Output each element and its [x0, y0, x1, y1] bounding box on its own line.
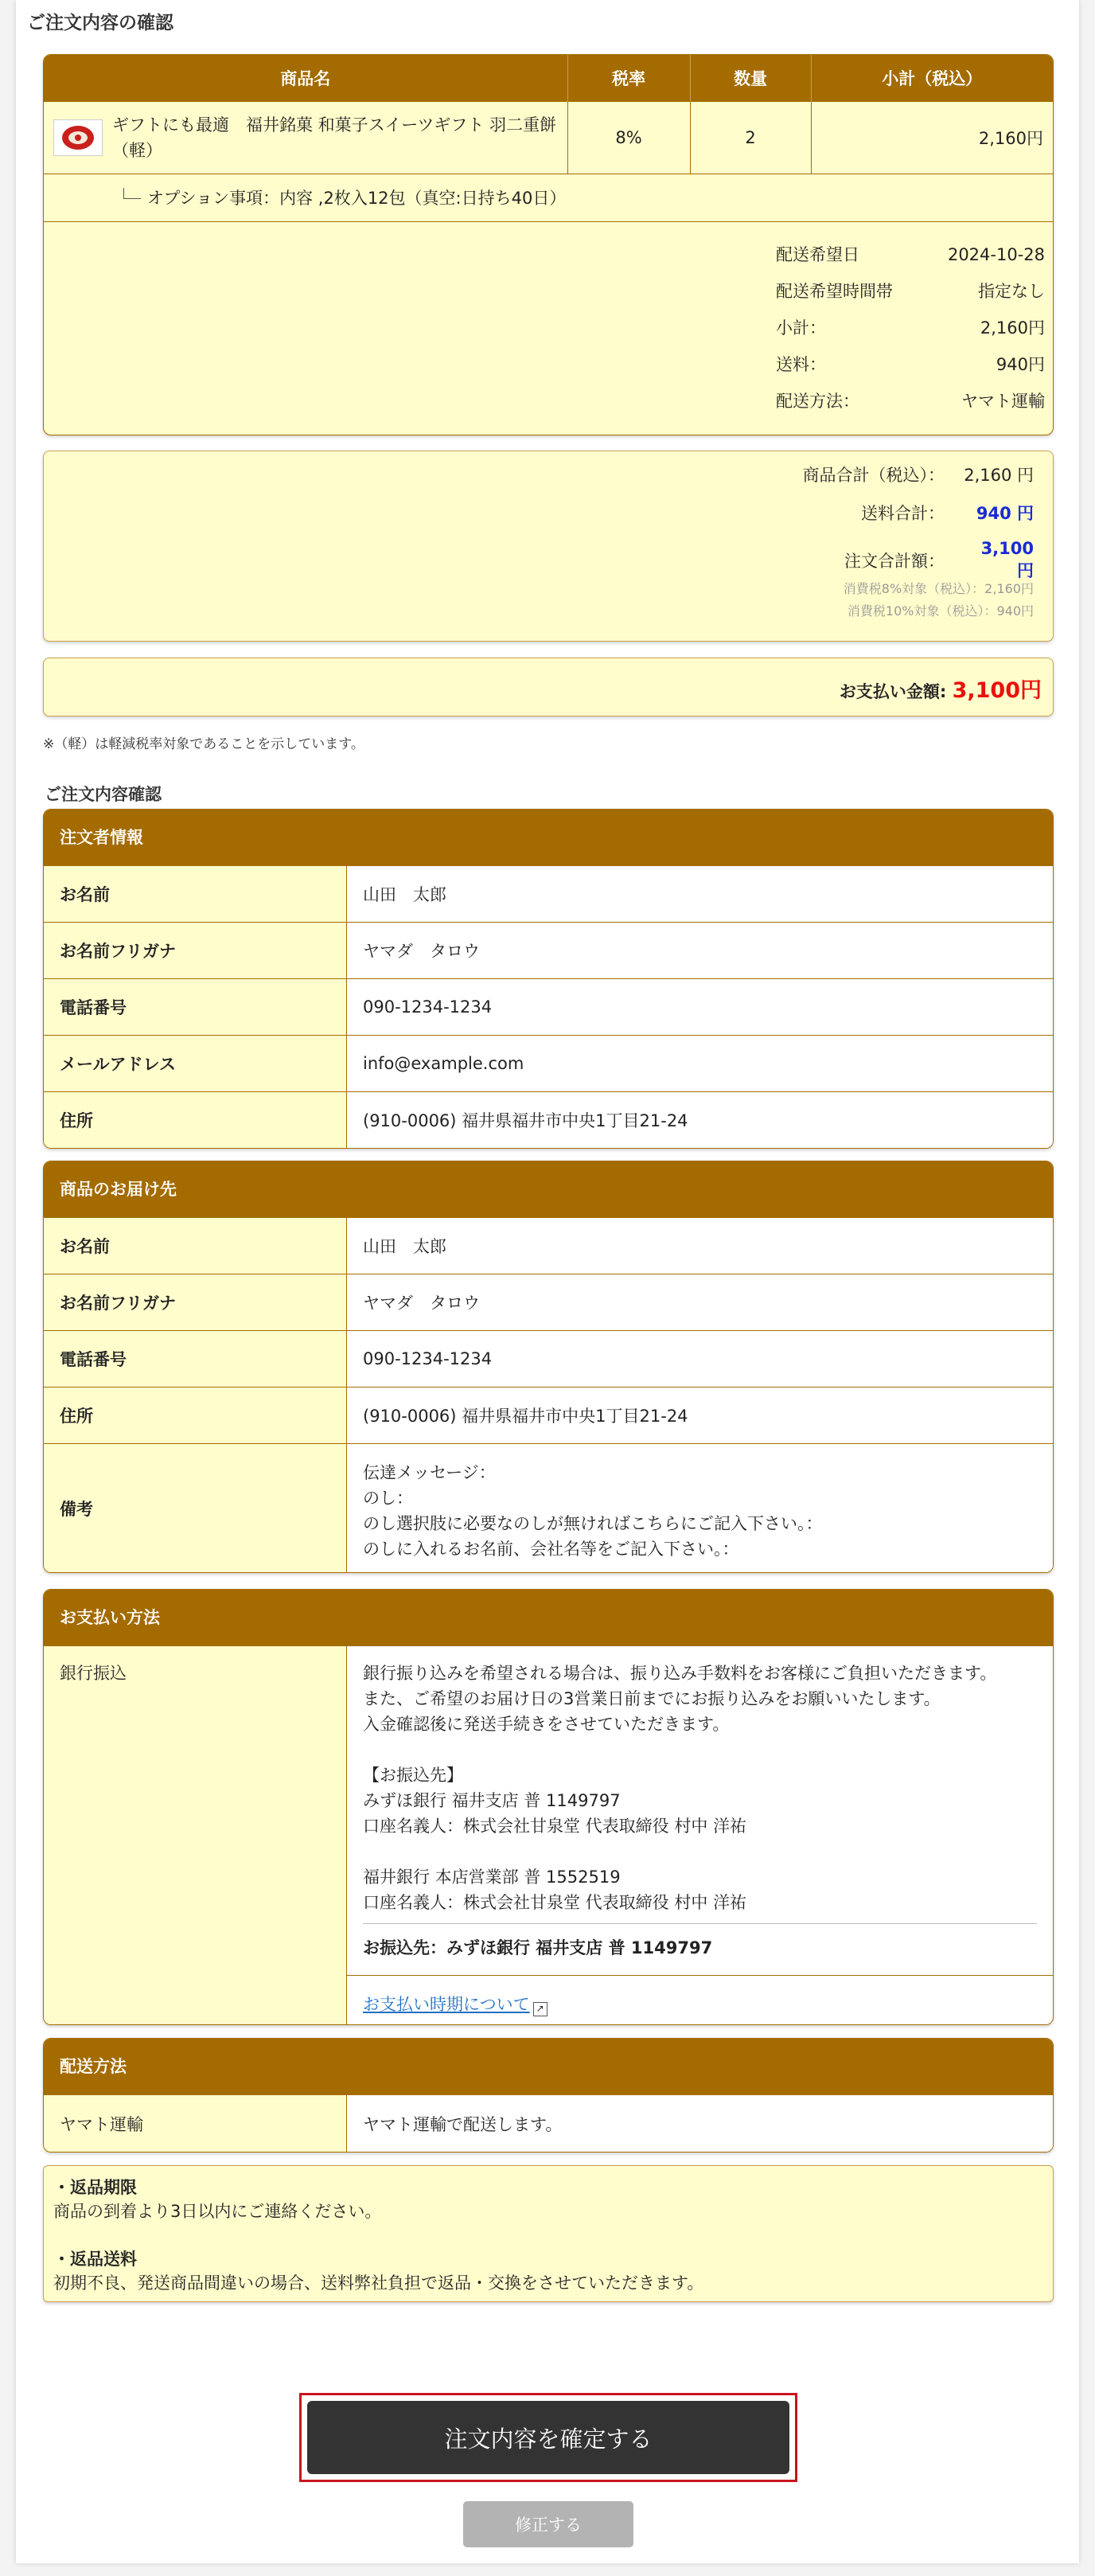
header-product: 商品名 — [44, 55, 567, 101]
ship-value: 2024-10-28 — [947, 245, 1045, 264]
remarks-value — [347, 1444, 1053, 1572]
delivery-value: (910-0006) 福井県福井市中央1丁目21-24 — [347, 1388, 1053, 1443]
product-thumbnail — [53, 119, 103, 156]
shipping-total-label: 送料合計： — [861, 504, 945, 523]
orderer-key: お名前フリガナ — [44, 923, 347, 978]
payment-line: また、ご希望のお届け日の3営業日前までにお振り込みをお願いいたします。 — [363, 1689, 941, 1708]
payment-amount-value: 3,100円 — [952, 678, 1042, 703]
header-quantity: 数量 — [690, 55, 811, 101]
returns-box — [43, 2165, 1054, 2302]
delivery-value: 山田 太郎 — [347, 1218, 1053, 1274]
shipping-method-value: ヤマト運輸で配送します。 — [347, 2095, 1053, 2152]
payment-line: みずほ銀行 福井支店 普 1149797 — [363, 1791, 621, 1810]
orderer-value: 090-1234-1234 — [347, 979, 1053, 1035]
product-name: ギフトにも最適 福井銘菓 和菓子スイーツギフト 羽二重餅（軽） — [112, 115, 557, 160]
payment-timing-link[interactable]: お支払い時期について — [363, 1995, 530, 2014]
external-link-icon[interactable]: ↗ — [533, 2002, 548, 2016]
tax10-note: 消費税10%対象（税込）：940円 — [847, 603, 1034, 619]
payment-line: 福井銀行 本店営業部 普 1552519 — [363, 1868, 621, 1887]
order-total-label: 注文合計額： — [844, 552, 945, 571]
remarks-line: のしに入れるお名前、会社名等をご記入下さい。： — [363, 1540, 739, 1559]
orderer-title: 注文者情報 — [44, 810, 1053, 865]
payment-line: 口座名義人：株式会社甘泉堂 代表取締役 村中 洋祐 — [363, 1893, 747, 1912]
shipping-total-value: 940 円 — [976, 504, 1034, 523]
payment-method-key: 銀行振込 — [44, 1646, 347, 2024]
delivery-key: 電話番号 — [44, 1331, 347, 1387]
delivery-key: お名前フリガナ — [44, 1274, 347, 1330]
shipping-method-section — [43, 2038, 1054, 2153]
product-total-label: 商品合計（税込）： — [802, 466, 945, 485]
delivery-key: 住所 — [44, 1388, 347, 1443]
orderer-value: ヤマダ タロウ — [347, 923, 1053, 978]
payment-section — [43, 1589, 1054, 2025]
returns-period-title: ・返品期限 — [53, 2178, 137, 2197]
ship-value: 2,160円 — [980, 318, 1045, 338]
ship-label: 小計： — [776, 318, 826, 338]
product-quantity: 2 — [690, 101, 811, 174]
delivery-title: 商品のお届け先 — [44, 1161, 1053, 1217]
ship-label: 送料： — [776, 355, 826, 374]
delivery-value: ヤマダ タロウ — [347, 1274, 1053, 1330]
returns-fee-text: 初期不良、発送商品間違いの場合、送料弊社負担で返品・交換をさせていただきます。 — [53, 2274, 704, 2293]
confirm-order-button[interactable]: 注文内容を確定する — [307, 2401, 789, 2474]
payment-line: 入金確認後に発送手続きをさせていただきます。 — [363, 1715, 730, 1734]
orderer-key: 住所 — [44, 1092, 347, 1148]
shipping-method-title: 配送方法 — [44, 2039, 1053, 2094]
payment-title: お支払い方法 — [44, 1590, 1053, 1645]
ship-value: 940円 — [996, 355, 1045, 374]
orderer-value: (910-0006) 福井県福井市中央1丁目21-24 — [347, 1092, 1053, 1148]
payment-highlight: お振込先：みずほ銀行 福井支店 普 1149797 — [363, 1923, 1037, 1975]
confirm-button-highlight — [299, 2393, 797, 2482]
totals-box — [43, 451, 1054, 642]
product-tax-rate: 8% — [567, 101, 690, 174]
fix-button[interactable]: 修正する — [463, 2501, 633, 2547]
orderer-value: 山田 太郎 — [347, 866, 1053, 922]
tax8-note: 消費税8%対象（税込）：2,160円 — [843, 581, 1034, 596]
payment-amount-box — [43, 658, 1054, 716]
table-row — [44, 101, 1053, 174]
product-total-value: 2,160 円 — [964, 466, 1034, 485]
remarks-line: 伝達メッセージ： — [363, 1463, 496, 1482]
ship-label: 配送希望時間帯 — [776, 282, 893, 301]
delivery-section — [43, 1161, 1054, 1573]
ship-value: 指定なし — [978, 282, 1045, 301]
ship-value: ヤマト運輸 — [961, 392, 1045, 411]
remarks-key: 備考 — [44, 1444, 347, 1572]
returns-period-text: 商品の到着より3日以内にご連絡ください。 — [53, 2202, 382, 2221]
remarks-line: のし： — [363, 1489, 413, 1508]
order-items-table — [43, 54, 1054, 435]
orderer-key: お名前 — [44, 866, 347, 922]
header-tax-rate: 税率 — [567, 55, 690, 101]
page-title: ご注文内容の確認 — [27, 13, 173, 33]
payment-line: 【お振込先】 — [363, 1766, 463, 1785]
shipping-details — [44, 221, 1053, 435]
returns-fee-title: ・返品送料 — [53, 2250, 137, 2269]
shipping-method-key: ヤマト運輸 — [44, 2095, 347, 2152]
header-subtotal: 小計（税込） — [811, 55, 1053, 101]
tree-line-icon — [123, 188, 141, 199]
confirm-heading: ご注文内容確認 — [45, 785, 162, 804]
ship-label: 配送希望日 — [776, 245, 859, 264]
reduced-tax-note: ※（軽）は軽減税率対象であることを示しています。 — [43, 736, 364, 752]
payment-amount-label: お支払い金額: — [839, 682, 947, 701]
product-option: オプション事項：内容 ,2枚入12包（真空:日持ち40日） — [147, 189, 567, 209]
payment-line: 銀行振り込みを希望される場合は、振り込み手数料をお客様にご負担いただきます。 — [363, 1664, 997, 1683]
order-total-value: 3,100 円 — [980, 539, 1034, 580]
orderer-section — [43, 809, 1054, 1149]
orderer-value: info@example.com — [347, 1036, 1053, 1091]
orderer-key: メールアドレス — [44, 1036, 347, 1091]
delivery-value: 090-1234-1234 — [347, 1331, 1053, 1387]
payment-line: 口座名義人：株式会社甘泉堂 代表取締役 村中 洋祐 — [363, 1817, 747, 1836]
remarks-line: のし選択肢に必要なのしが無ければこちらにご記入下さい。： — [363, 1514, 823, 1533]
delivery-key: お名前 — [44, 1218, 347, 1274]
ship-label: 配送方法： — [776, 392, 859, 411]
product-subtotal: 2,160円 — [811, 101, 1053, 174]
orderer-key: 電話番号 — [44, 979, 347, 1035]
